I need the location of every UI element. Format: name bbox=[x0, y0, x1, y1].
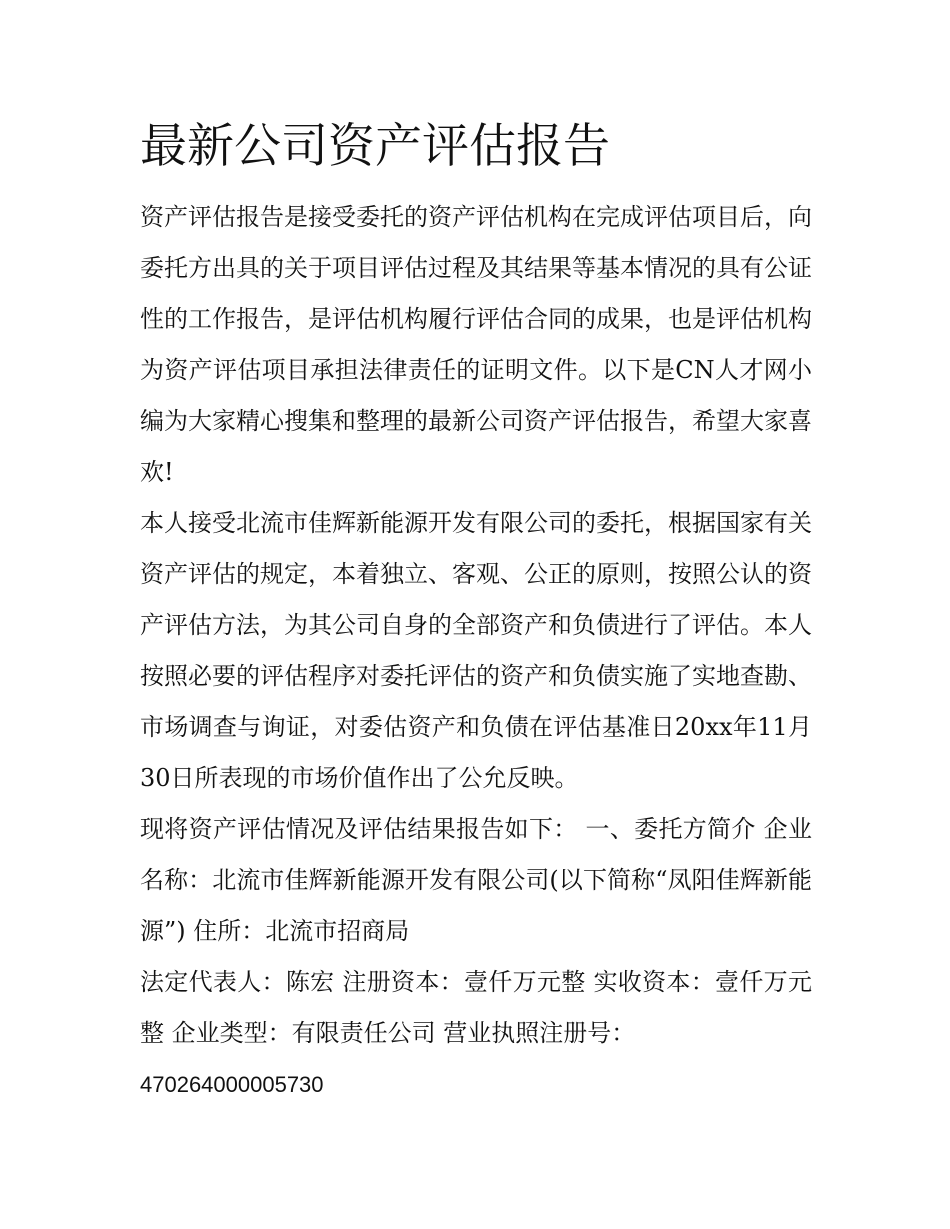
document-body bbox=[140, 112, 812, 1110]
document-title: 最新公司资产评估报告 bbox=[140, 119, 610, 174]
registration-number: 470264000005730 bbox=[140, 1072, 324, 1097]
paragraph-legal-rep: 法定代表人：陈宏 注册资本：壹仟万元整 实收资本：壹仟万元整 企业类型：有限责任公司 营业执照注册号： bbox=[140, 968, 812, 1047]
paragraph-engagement: 本人接受北流市佳辉新能源开发有限公司的委托，根据国家有关资产评估的规定，本着独立、客观、公正的原则，按照公认的资产评估方法，为其公司自身的全部资产和负债进行了评估。本人按照必要的评估程序对委托评估的资产和负债实施了实地查勘、市场调查与询证，对委估资产和负债在评估基准日20xx年11月30日所表现的市场价值作出了公允反映。 bbox=[140, 509, 812, 792]
paragraph-client-info: 现将资产评估情况及评估结果报告如下： 一、委托方简介 企业名称：北流市佳辉新能源开发有限公司(以下简称“凤阳佳辉新能源”) 住所：北流市招商局 bbox=[140, 815, 812, 945]
paragraph-intro: 资产评估报告是接受委托的资产评估机构在完成评估项目后，向委托方出具的关于项目评估过程及其结果等基本情况的具有公证性的工作报告，是评估机构履行评估合同的成果，也是评估机构为资产评估项目承担法律责任的证明文件。以下是CN人才网小编为大家精心搜集和整理的最新公司资产评估报告，希望大家喜欢! bbox=[140, 203, 812, 486]
